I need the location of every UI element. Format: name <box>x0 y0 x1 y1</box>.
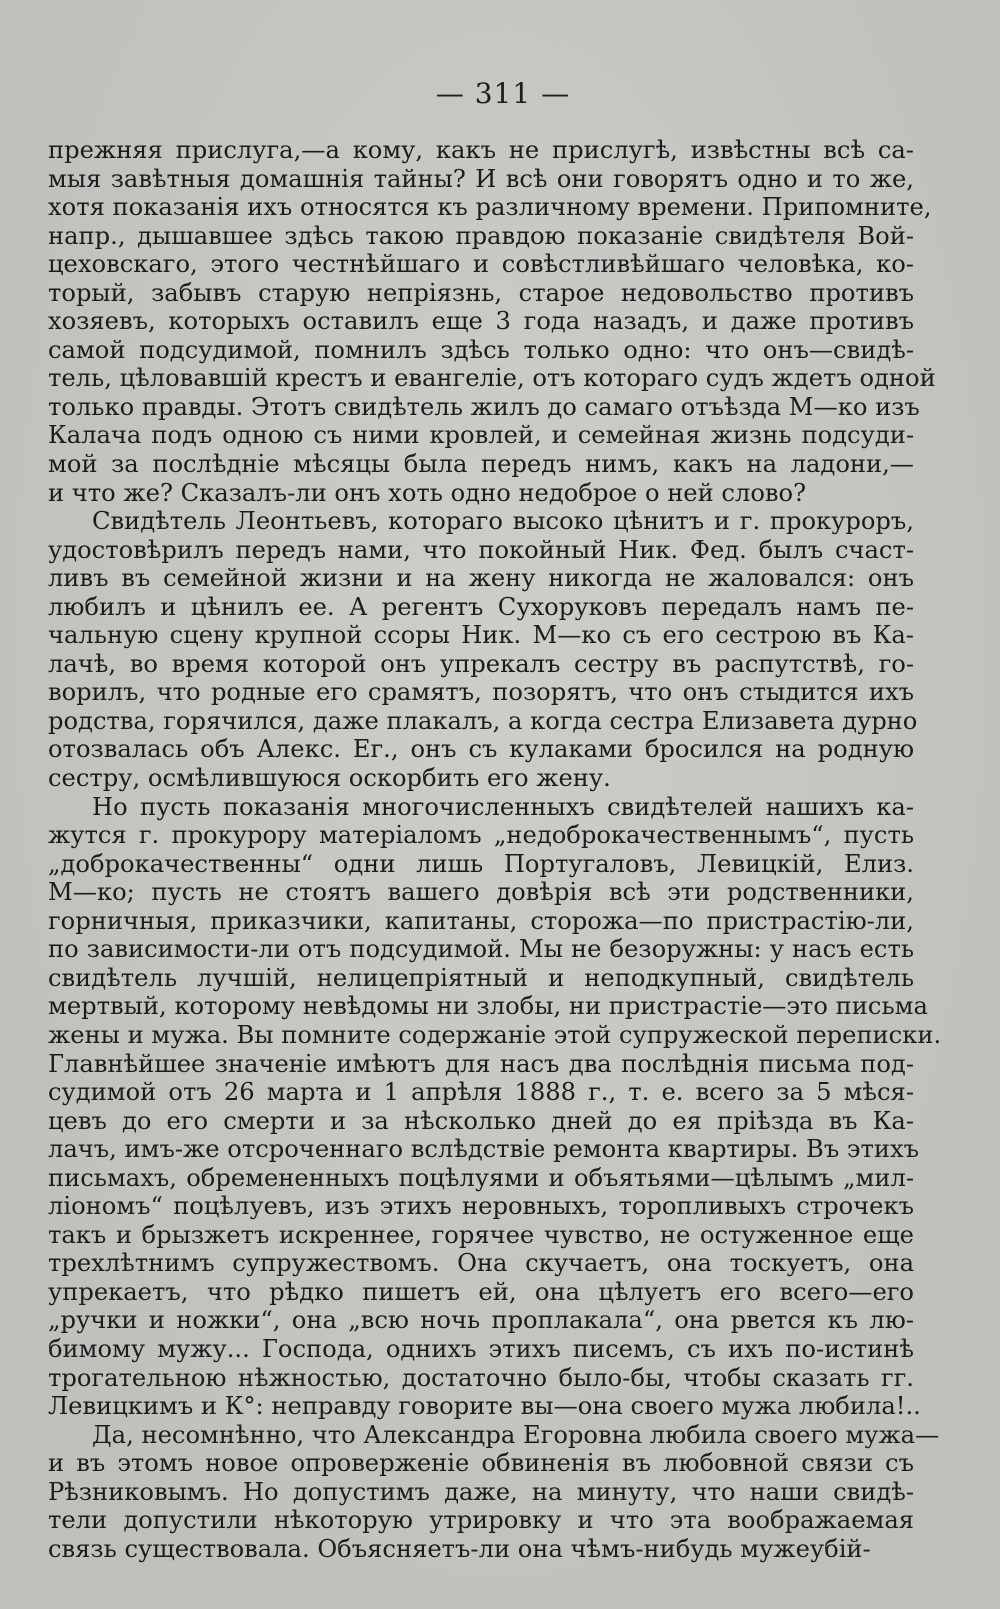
text-line: по зависимости-ли отъ подсудимой. Мы не безоружны: у насъ есть <box>48 935 914 964</box>
text-line: мертвый, которому невѣдомы ни злобы, ни пристрастіе—это письма <box>48 992 928 1021</box>
text-line: торый, забывъ старую непріязнь, старое недовольство противъ <box>48 278 914 307</box>
text-line: „ручки и ножки“, она „всю ночь проплакала“, она рвется къ лю- <box>48 1306 914 1335</box>
text-line: упрекаетъ, что рѣдко пишетъ ей, она цѣлуетъ его всего—его <box>48 1277 914 1306</box>
text-line: бимому мужу... Господа, однихъ этихъ писемъ, съ ихъ по-истинѣ <box>48 1334 914 1363</box>
text-line: лачѣ, во время которой онъ упрекалъ сестру въ распутствѣ, го- <box>48 649 914 678</box>
text-line: родства, горячился, даже плакалъ, а когда сестра Елизавета дурно <box>48 706 918 735</box>
paragraph <box>48 507 918 793</box>
text-line: „доброкачественны“ одни лишь Португаловъ, Левицкій, Елиз. <box>48 849 914 878</box>
text-line: только правды. Этотъ свидѣтель жилъ до самаго отъѣзда М—ко изъ <box>48 392 920 421</box>
text-line: тель, цѣловавшій крестъ и евангеліе, отъ котораго судъ ждетъ одной <box>48 364 936 393</box>
text-line: такъ и брызжетъ искреннее, горячее чувство, не остуженное еще <box>48 1220 914 1249</box>
text-line: любилъ и цѣнилъ ее. А регентъ Сухоруковъ передалъ намъ пе- <box>48 592 914 621</box>
text-line: мыя завѣтныя домашнія тайны? И всѣ они говорятъ одно и то же, <box>48 164 914 193</box>
text-line: жены и мужа. Вы помните содержаніе этой супружеской переписки. <box>48 1020 942 1049</box>
text-line: Но пусть показанія многочисленныхъ свидѣтелей нашихъ ка- <box>92 792 914 821</box>
text-line: мой за послѣдніе мѣсяцы была передъ нимъ, какъ на ладони,— <box>48 450 914 479</box>
body-text <box>48 136 942 1563</box>
text-line: прежняя прислуга,—а кому, какъ не прислугѣ, извѣстны всѣ са- <box>48 136 914 164</box>
text-line: М—ко; пусть не стоятъ вашего довѣрія всѣ эти родственники, <box>48 878 914 907</box>
text-line: чальную сцену крупной ссоры Ник. М—ко съ его сестрою въ Ка- <box>48 621 914 650</box>
paragraph <box>48 792 942 1421</box>
page-number: — 311 — <box>435 77 571 110</box>
text-line: удостовѣрилъ передъ нами, что покойный Ник. Фед. былъ счаст- <box>48 535 914 564</box>
text-line: связь существовала. Объясняетъ-ли она чѣмъ-нибудь мужеубій- <box>48 1534 871 1563</box>
text-line: Рѣзниковымъ. Но допустимъ даже, на минуту, что наши свидѣ- <box>48 1477 914 1506</box>
text-line: лачъ, имъ-же отсроченнаго вслѣдствіе ремонта квартиры. Въ этихъ <box>48 1135 919 1164</box>
text-line: хозяевъ, которыхъ оставилъ еще 3 года назадъ, и даже противъ <box>48 307 914 336</box>
text-line: трогательною нѣжностью, достаточно было-бы, чтобы сказать гг. <box>48 1363 914 1392</box>
text-line: самой подсудимой, помнилъ здѣсь только одно: что онъ—свидѣ- <box>48 335 914 364</box>
text-line: напр., дышавшее здѣсь такою правдою показаніе свидѣтеля Вой- <box>48 221 914 250</box>
text-line: Да, несомнѣнно, что Александра Егоровна любила своего мужа— <box>92 1420 940 1449</box>
text-line: хотя показанія ихъ относятся къ различному времени. Припомните, <box>48 193 932 222</box>
text-line: письмахъ, обремененныхъ поцѣлуями и объятьями—цѣлымъ „мил- <box>48 1163 914 1192</box>
text-line: цеховскаго, этого честнѣйшаго и совѣстливѣйшаго человѣка, ко- <box>48 250 914 279</box>
text-line: цевъ до его смерти и за нѣсколько дней до ея пріѣзда въ Ка- <box>48 1106 914 1135</box>
paragraph <box>48 136 936 507</box>
text-line: Левицкимъ и К°: неправду говорите вы—она своего мужа любила!.. <box>48 1392 921 1421</box>
paragraph <box>48 1420 940 1564</box>
text-line: и что же? Сказалъ-ли онъ хоть одно недоброе о ней слово? <box>48 478 807 507</box>
text-line: Свидѣтель Леонтьевъ, котораго высоко цѣнитъ и г. прокуроръ, <box>92 507 914 536</box>
text-line: ворилъ, что родные его срамятъ, позорятъ, что онъ стыдится ихъ <box>48 678 914 707</box>
text-line: тели допустили нѣкоторую утрировку и что эта воображаемая <box>48 1506 914 1535</box>
text-line: жутся г. прокурору матеріаломъ „недоброкачественнымъ“, пусть <box>48 821 914 850</box>
text-line: Главнѣйшее значеніе имѣютъ для насъ два послѣднія письма под- <box>48 1049 914 1078</box>
text-line: ліономъ“ поцѣлуевъ, изъ этихъ неровныхъ, торопливыхъ строчекъ <box>48 1192 914 1221</box>
text-line: и въ этомъ новое опроверженіе обвиненія въ любовной связи съ <box>48 1449 914 1478</box>
text-line: сестру, осмѣлившуюся оскорбить его жену. <box>48 764 611 793</box>
text-line: судимой отъ 26 марта и 1 апрѣля 1888 г., т. е. всего за 5 мѣся- <box>48 1078 914 1107</box>
text-line: ливъ въ семейной жизни и на жену никогда не жаловался: онъ <box>48 564 914 593</box>
text-line: свидѣтель лучшій, нелицепріятный и неподкупный, свидѣтель <box>48 963 914 992</box>
text-line: горничныя, приказчики, капитаны, сторожа—по пристрастію-ли, <box>48 906 914 935</box>
text-line: Калача подъ одною съ ними кровлей, и семейная жизнь подсуди- <box>48 421 914 450</box>
text-line: отозвалась объ Алекс. Ег., онъ съ кулаками бросился на родную <box>48 735 914 764</box>
text-line: трехлѣтнимъ супружествомъ. Она скучаетъ, она тоскуетъ, она <box>48 1249 914 1278</box>
